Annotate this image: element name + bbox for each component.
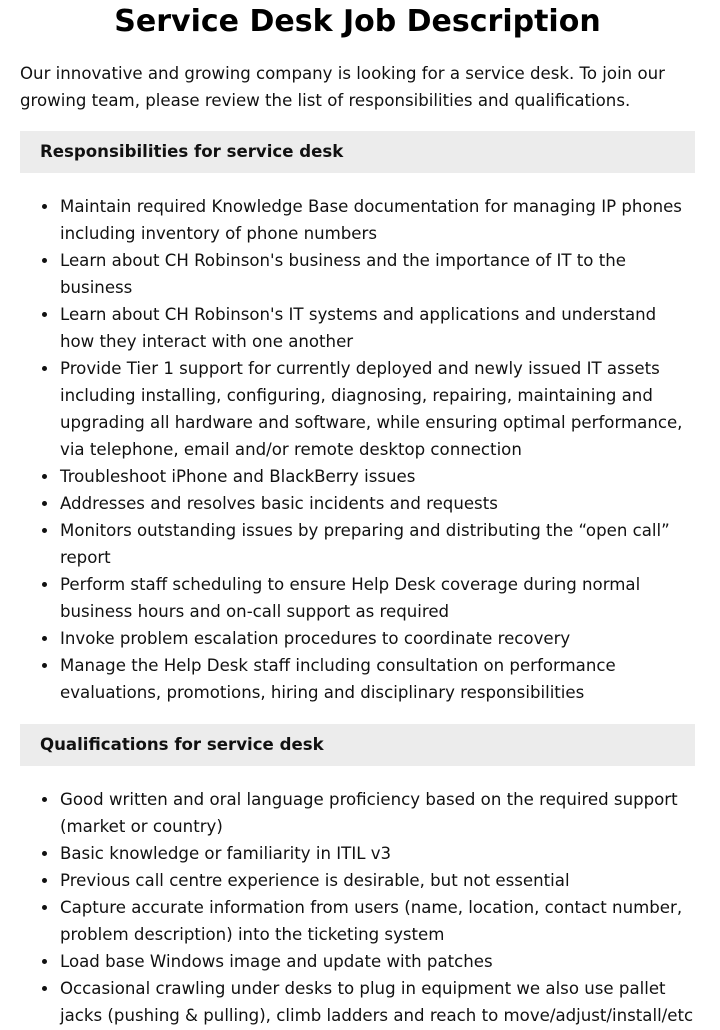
responsibility-item: Manage the Help Desk staff including consultation on performance evaluations, promotions, hiring and disciplinary responsibilities xyxy=(60,652,695,706)
qualification-item: Previous call centre experience is desirable, but not essential xyxy=(60,867,695,894)
qualification-item: Occasional crawling under desks to plug in equipment we also use pallet jacks (pushing & pulling), climb ladders and reach to move/adjust/install/etc xyxy=(60,975,695,1029)
responsibility-item: Monitors outstanding issues by preparing and distributing the “open call” report xyxy=(60,517,695,571)
qualifications-heading: Qualifications for service desk xyxy=(20,724,695,766)
responsibility-item: Invoke problem escalation procedures to coordinate recovery xyxy=(60,625,695,652)
intro-paragraph: Our innovative and growing company is looking for a service desk. To join our growing team, please review the list of responsibilities and qualifications. xyxy=(20,64,665,110)
responsibility-item: Learn about CH Robinson's business and the importance of IT to the business xyxy=(60,247,695,301)
qualification-item: Load base Windows image and update with patches xyxy=(60,948,695,975)
qualification-item: Capture accurate information from users (name, location, contact number, problem description) into the ticketing system xyxy=(60,894,695,948)
qualification-item: Basic knowledge or familiarity in ITIL v3 xyxy=(60,840,695,867)
responsibility-item: Maintain required Knowledge Base documentation for managing IP phones including inventory of phone numbers xyxy=(60,193,695,247)
responsibilities-list xyxy=(20,193,695,706)
responsibility-item: Addresses and resolves basic incidents and requests xyxy=(60,490,695,517)
responsibility-item: Troubleshoot iPhone and BlackBerry issues xyxy=(60,463,695,490)
responsibilities-heading: Responsibilities for service desk xyxy=(20,131,695,173)
qualifications-list xyxy=(20,786,695,1029)
responsibility-item: Perform staff scheduling to ensure Help Desk coverage during normal business hours and on-call support as required xyxy=(60,571,695,625)
page-title: Service Desk Job Description xyxy=(114,4,601,39)
qualification-item: Good written and oral language proficiency based on the required support (market or country) xyxy=(60,786,695,840)
responsibility-item: Provide Tier 1 support for currently deployed and newly issued IT assets including installing, configuring, diagnosing, repairing, maintaining and upgrading all hardware and software, while ensuring optimal performance, via telephone, email and/or remote desktop connection xyxy=(60,355,695,463)
responsibility-item: Learn about CH Robinson's IT systems and applications and understand how they interact with one another xyxy=(60,301,695,355)
